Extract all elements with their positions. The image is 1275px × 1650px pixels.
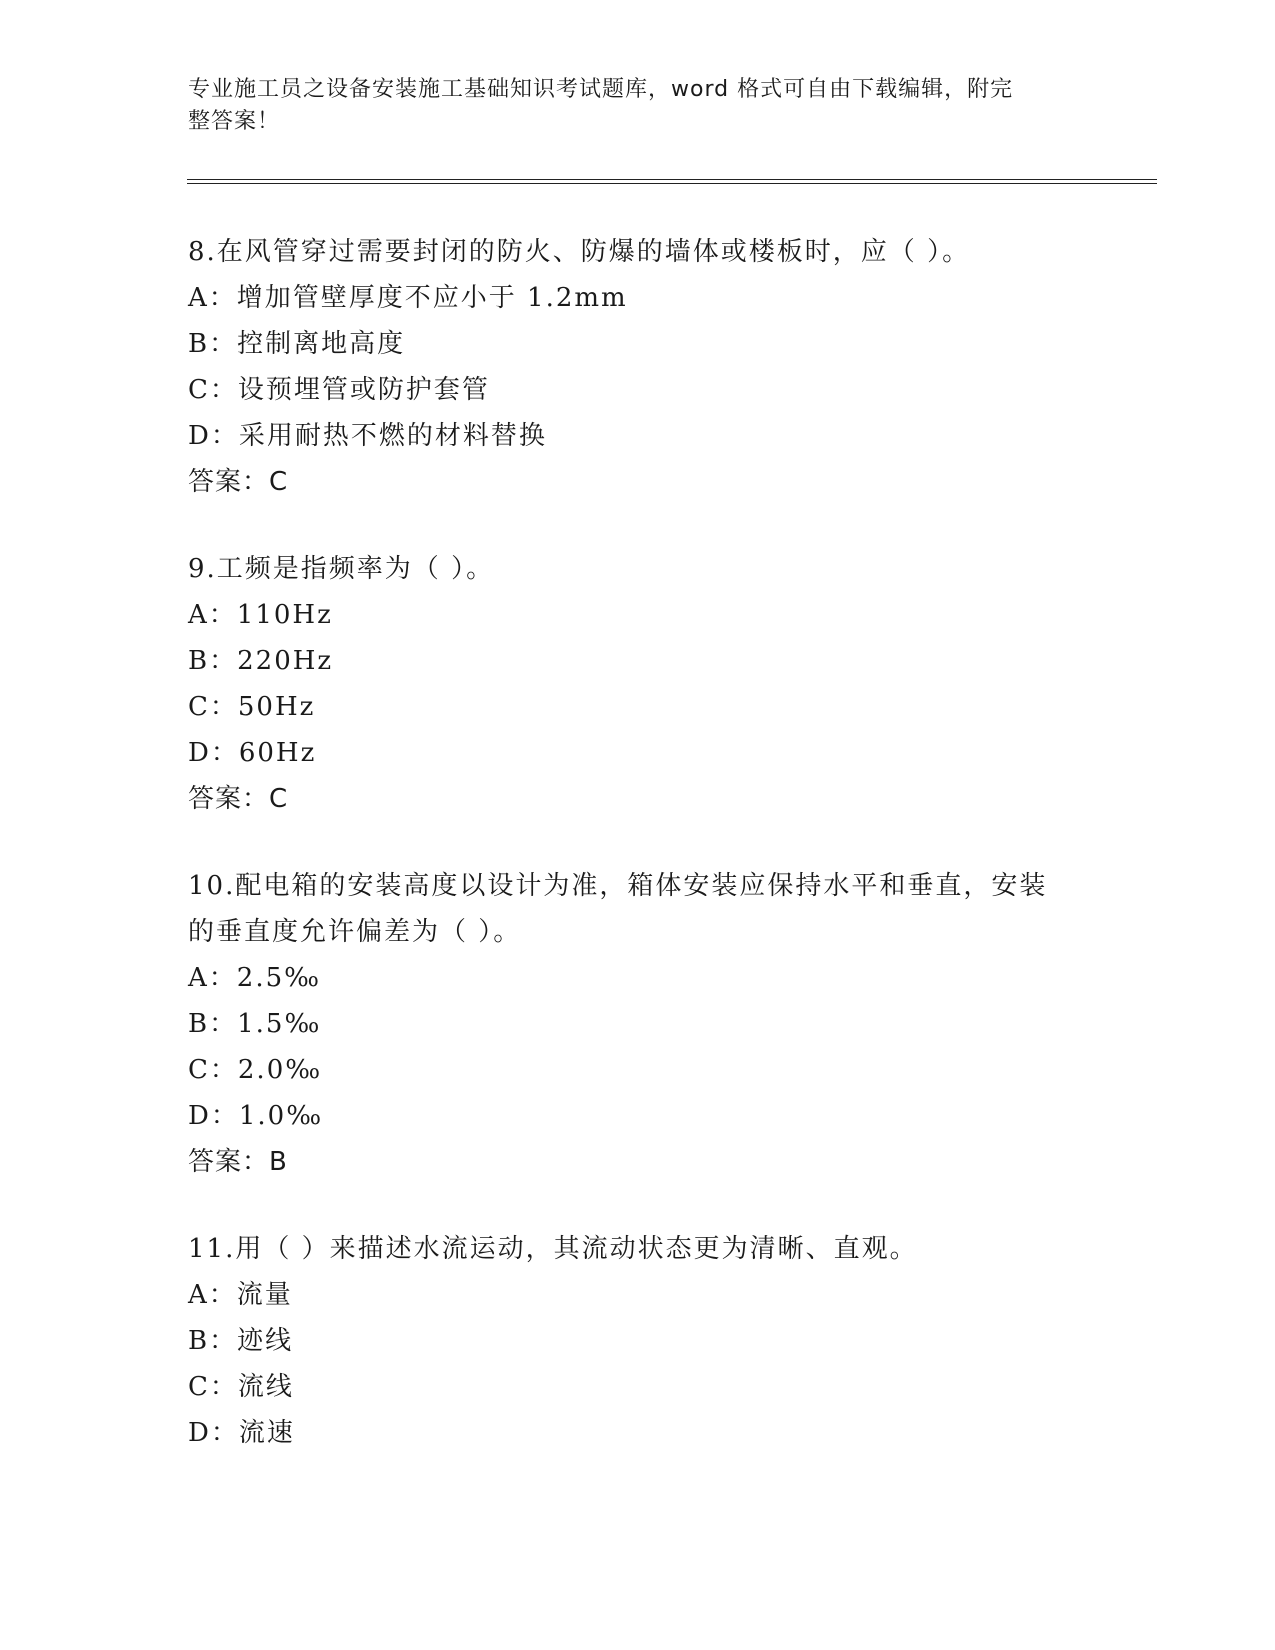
option-a: A：增加管壁厚度不应小于 1.2mm <box>188 283 628 313</box>
option-a: A：流量 <box>188 1280 293 1310</box>
option-c: C：50Hz <box>188 692 316 722</box>
option-d: D：采用耐热不燃的材料替换 <box>188 421 547 451</box>
option-b: B：控制离地高度 <box>188 329 406 359</box>
header-divider-top <box>187 179 1157 180</box>
question-10 <box>188 863 1088 1185</box>
question-stem: 8.在风管穿过需要封闭的防火、防爆的墙体或楼板时，应（ ）。 <box>188 237 971 267</box>
answer: 答案：C <box>188 784 289 814</box>
option-c: C：设预埋管或防护套管 <box>188 375 490 405</box>
question-stem: 9.工频是指频率为（ ）。 <box>188 554 495 584</box>
option-b: B：220Hz <box>188 646 334 676</box>
header-line-2: 整答案！ <box>188 109 281 134</box>
header-divider-bottom <box>187 183 1157 184</box>
question-9 <box>188 546 1088 822</box>
question-8 <box>188 229 1088 505</box>
option-b: B：迹线 <box>188 1326 294 1356</box>
question-stem-line-1: 10.配电箱的安装高度以设计为准，箱体安装应保持水平和垂直，安装 <box>188 871 1048 901</box>
question-stem: 11.用（ ）来描述水流运动，其流动状态更为清晰、直观。 <box>188 1234 918 1264</box>
option-a: A：2.5‰ <box>188 963 322 993</box>
question-stem-line-2: 的垂直度允许偏差为（ ）。 <box>188 917 522 947</box>
option-a: A：110Hz <box>188 600 333 630</box>
answer: 答案：B <box>188 1147 288 1177</box>
option-d: D：60Hz <box>188 738 317 768</box>
document-header <box>188 74 1088 138</box>
header-line-1: 专业施工员之设备安装施工基础知识考试题库，word 格式可自由下载编辑，附完 <box>188 77 1014 102</box>
option-c: C：流线 <box>188 1372 294 1402</box>
option-d: D：1.0‰ <box>188 1101 324 1131</box>
question-11 <box>188 1226 1088 1456</box>
option-d: D：流速 <box>188 1418 295 1448</box>
answer: 答案：C <box>188 467 289 497</box>
option-c: C：2.0‰ <box>188 1055 323 1085</box>
option-b: B：1.5‰ <box>188 1009 322 1039</box>
